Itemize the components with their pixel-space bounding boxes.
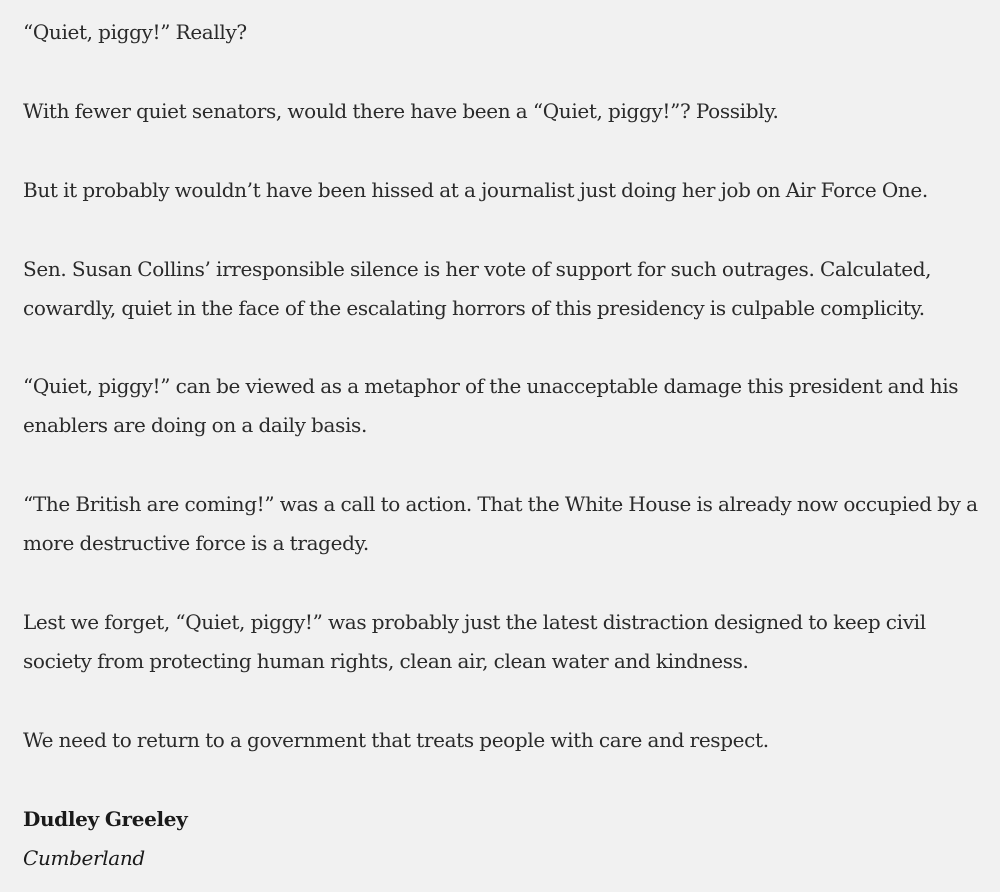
author-location: Cumberland [23, 846, 145, 870]
paragraph: Lest we forget, “Quiet, piggy!” was probably just the latest distraction designed to keep civil society from protecting human rights, clean air, clean water and kindness. [23, 610, 926, 673]
paragraph: “Quiet, piggy!” Really? [23, 20, 247, 44]
paragraph: “Quiet, piggy!” can be viewed as a metaphor of the unacceptable damage this president and his enablers are doing on a daily basis. [23, 374, 959, 437]
paragraph: “The British are coming!” was a call to action. That the White House is already now occupied by a more destructive force is a tragedy. [23, 492, 978, 555]
signature [23, 800, 187, 878]
paragraph: With fewer quiet senators, would there have been a “Quiet, piggy!”? Possibly. [23, 99, 779, 123]
paragraph: Sen. Susan Collins’ irresponsible silence is her vote of support for such outrages. Calculated, cowardly, quiet in the face of the escalating horrors of this presidency is culpable complicity. [23, 257, 932, 320]
author-name: Dudley Greeley [23, 807, 188, 831]
paragraph: But it probably wouldn’t have been hissed at a journalist just doing her job on Air Force One. [23, 178, 928, 202]
paragraph: We need to return to a government that treats people with care and respect. [23, 728, 769, 752]
